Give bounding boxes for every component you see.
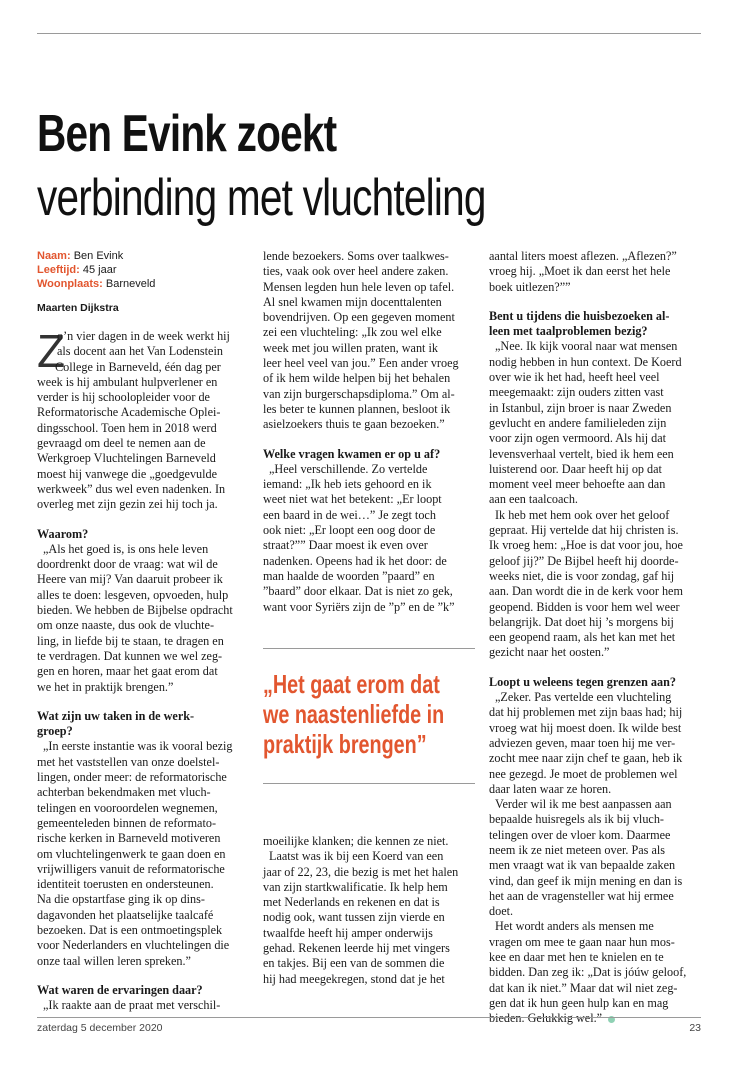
q5-lines-line: Bent u tijdens die huisbezoeken al- bbox=[489, 308, 670, 323]
intro-lines-line: gevraagd om deel te nemen aan de bbox=[37, 436, 206, 451]
a5-lines-line: in Istanbul, zijn broer is naar Zweden bbox=[489, 400, 672, 415]
a5-lines-line: voor zijn ogen vermoord. Als hij dat bbox=[489, 431, 667, 446]
intro-lines-line: Werkgroep Vluchtelingen Barneveld bbox=[37, 451, 216, 466]
a4-cont-lines-line: met Nederlands en rekenen en dat is bbox=[263, 895, 440, 910]
a2-lines-line: „In eerste instantie was ik vooral bezig bbox=[43, 739, 233, 754]
a4-cont-lines-line: moeilijke klanken; die kennen ze niet. bbox=[263, 834, 449, 848]
a6b-lines-line: het aan de vragensteller wat hij ermee bbox=[489, 888, 674, 903]
a6c-lines-line: bieden. Gelukkig wel.” bbox=[489, 1011, 603, 1026]
a4-lines-line: nadenken. Opeens had ik het door: de bbox=[263, 553, 447, 568]
a5b-lines-line: gezicht naar het oosten.” bbox=[489, 645, 610, 660]
a6b-lines-line: men vraagt wat ik van bepaalde zaken bbox=[489, 858, 676, 873]
a2-lines-line: bezoeken. Dat is een ontmoetingsplek bbox=[37, 922, 223, 937]
a4-cont-lines-line: jaar of 22, 23, die bezig is met het halen bbox=[263, 864, 459, 879]
a5-lines-line: gevlucht en andere familieleden zijn bbox=[489, 415, 667, 430]
a3-col2-lines-line: Al snel kwamen mijn docenttalenten bbox=[263, 294, 442, 309]
a2-lines-line: voor Nederlanders en vluchtelingen die bbox=[37, 938, 230, 953]
a1-lines-line: ling, in liefde bij te staan, te dragen en bbox=[37, 633, 224, 648]
a6-lines-line: nee gezegd. Je moet de problemen wel bbox=[489, 766, 678, 781]
a4-lines-line: ook niet: „Er loopt een oog door de bbox=[263, 523, 436, 538]
a4-lines-line: een baard in de wei…” Je zegt toch bbox=[263, 507, 436, 522]
a6b-lines-line: telingen over de vloer kom. Daarmee bbox=[489, 827, 671, 842]
footer-date: zaterdag 5 december 2020 bbox=[37, 1022, 163, 1034]
question-4: Welke vragen kwamen er op u af? bbox=[263, 446, 441, 461]
a2-lines-line: rische kerken in Barneveld motiveren bbox=[37, 831, 221, 846]
a6-lines-line: zocht mee naar zijn chef te gaan, heb ik bbox=[489, 751, 683, 766]
a3-col2-lines-line: week met jou willen praten, want ik bbox=[263, 340, 438, 355]
profile-age: Leeftijd: 45 jaar bbox=[37, 264, 117, 276]
a4-col3-lines-line: aantal liters moest aflezen. „Aflezen?” bbox=[489, 249, 677, 263]
intro-lines-line: verder is hij schoolopleider voor de bbox=[37, 390, 210, 405]
a2-lines-line: dagavonden het plaatselijke taalcafé bbox=[37, 907, 214, 922]
a6c-lines-line: gen dat ik hun geen hulp kan en mag bbox=[489, 995, 669, 1010]
a4-cont-lines-line: nodig ook, want tussen zijn vierde en bbox=[263, 910, 445, 925]
top-rule bbox=[37, 33, 701, 34]
a4-lines-line: ”baard” door elkaar. Dat is niet zo gek, bbox=[263, 584, 453, 599]
a1-lines-line: we het in praktijk brengen.” bbox=[37, 679, 174, 694]
a6-lines-line: vroeg wat hij moest doen. Ik wilde best bbox=[489, 720, 682, 735]
a2-lines-line: Na die opstartfase ging ik op dins- bbox=[37, 892, 205, 907]
question-6: Loopt u weleens tegen grenzen aan? bbox=[489, 674, 676, 689]
column-2-continued bbox=[263, 834, 475, 987]
a6b-lines-line: vind, dan geef ik mijn mening en dan is bbox=[489, 873, 683, 888]
a2-lines-line: achterban bekendmaken met vluch- bbox=[37, 785, 211, 800]
subheadline: verbinding met vluchteling bbox=[37, 169, 486, 227]
intro-lines-line: werkweek” dus wel even nadenken. In bbox=[37, 481, 226, 496]
q2-lines-line: Wat zijn uw taken in de werk- bbox=[37, 708, 195, 723]
a5-lines-line: nodig hebben in hun context. De Koerd bbox=[489, 354, 682, 369]
intro-lines-line: College in Barneveld, één dag per bbox=[55, 359, 221, 374]
intro-lines-line: o’n vier dagen in de week werkt hij bbox=[57, 329, 230, 343]
intro-lines-line: moest hij vanwege die „goedgevulde bbox=[37, 466, 218, 481]
bottom-rule bbox=[37, 1017, 701, 1018]
a5b-lines-line: geloof jij?” De Bijbel heeft hij doorde- bbox=[489, 553, 679, 568]
a6-lines-line: adviezen geven, maar toen hij me ver- bbox=[489, 735, 676, 750]
q2-lines-line: groep? bbox=[37, 724, 73, 739]
pull-quote bbox=[263, 648, 475, 784]
a4-lines-line: man haalde de woorden ”paard” en bbox=[263, 568, 435, 583]
a1-lines-line: om onze naaste, dus ook de vluchte- bbox=[37, 618, 215, 633]
a1-lines-line: alles te doen: lesgeven, opvoeden, hulp bbox=[37, 587, 229, 602]
intro-lines-line: als docent aan het Van Lodenstein bbox=[57, 344, 223, 359]
profile-name: Naam: Ben Evink bbox=[37, 250, 124, 262]
a5b-lines-line: aan. Dan wordt die in de kerk voor hem bbox=[489, 584, 683, 599]
a4-cont-lines-line: van zijn startkwalificatie. Ik help hem bbox=[263, 879, 448, 894]
column-2 bbox=[263, 249, 475, 615]
a1-lines-line: doordrenkt door de vraag: wat wil de bbox=[37, 557, 218, 572]
author-byline: Maarten Dijkstra bbox=[37, 302, 119, 314]
headline: Ben Evink zoekt bbox=[37, 105, 337, 163]
a6c-lines-line: Het wordt anders als mensen me bbox=[495, 919, 654, 934]
intro-lines-line: overleg met zijn gezin zei hij toch ja. bbox=[37, 497, 218, 512]
pullquote-lines-line: „Het gaat erom dat bbox=[263, 669, 440, 699]
a2-lines-line: identiteit toerusten en ondersteunen. bbox=[37, 877, 214, 892]
a4-lines-line: weet niet wat het betekent: „Er loopt bbox=[263, 492, 442, 507]
a3-col2-lines-line: of ik hem wilde helpen bij het behalen bbox=[263, 371, 451, 386]
a6c-lines-line: vragen om mee te gaan naar hun mos- bbox=[489, 934, 675, 949]
a5b-lines-line: belangrijk. Dat doet hij ’s morgens bij bbox=[489, 614, 674, 629]
a6b-lines-line: Verder wil ik me best aanpassen aan bbox=[495, 797, 672, 812]
a4-cont-lines-line: Laatst was ik bij een Koerd van een bbox=[269, 849, 444, 864]
a3-col2-lines-line: bovendrijven. Op een gegeven moment bbox=[263, 310, 455, 325]
pullquote-lines-line: praktijk brengen” bbox=[263, 729, 427, 759]
a2-lines-line: met het vaststellen van onze doelstel- bbox=[37, 754, 220, 769]
a5-lines-line: „Nee. Ik kijk vooral naar wat mensen bbox=[495, 339, 678, 354]
a2-lines-line: om vluchtelingenwerk te gaan doen en bbox=[37, 846, 226, 861]
a6-lines-line: dat hij problemen met zijn baas had; hij bbox=[489, 705, 683, 720]
a6c-lines-line: bidden. Dan zeg ik: „Dat is jóúw geloof, bbox=[489, 965, 687, 980]
a4-cont-lines-line: gehad. Rekenen leerde hij met vingers bbox=[263, 941, 450, 956]
a3-col2-lines-line: Mensen legden hun hele leven op tafel. bbox=[263, 279, 455, 294]
pullquote-lines-line: we naastenliefde in bbox=[263, 699, 445, 729]
a5-lines-line: aan een taalcoach. bbox=[489, 492, 578, 507]
a5b-lines-line: Ik vroeg hem: „Hoe is dat voor jou, hoe bbox=[489, 538, 683, 553]
a2-lines-line: gemeenteleden binnen de reformato- bbox=[37, 815, 217, 830]
drop-cap: Z bbox=[37, 325, 66, 377]
a4-lines-line: straat?”” Daar moest ik even over bbox=[263, 538, 428, 553]
a6-lines-line: daar laten waar ze horen. bbox=[489, 781, 612, 796]
a4-lines-line: want voor Syriërs zijn de ”p” en de ”k” bbox=[263, 599, 455, 614]
a5-lines-line: levensverhaal vertelt, bied ik hem een bbox=[489, 446, 674, 461]
a5b-lines-line: een geopend raam, als het kan met het bbox=[489, 630, 676, 645]
q5-lines-line: leen met taalproblemen bezig? bbox=[489, 324, 648, 339]
a2-lines-line: telingen en vooroordelen wegnemen, bbox=[37, 800, 218, 815]
intro-lines-line: dingsschool. Toen hem in 2018 werd bbox=[37, 420, 217, 435]
question-1: Waarom? bbox=[37, 526, 89, 541]
a6c-lines-line: kee en daar met hen te knielen en te bbox=[489, 950, 664, 965]
a6b-lines-line: neem ik ze niet meteen over. Pas als bbox=[489, 842, 665, 857]
intro-lines-line: week is hij ambulant hulpverlener en bbox=[37, 374, 218, 389]
page-number: 23 bbox=[689, 1022, 701, 1034]
profile-residence: Woonplaats: Barneveld bbox=[37, 278, 156, 290]
intro-lines-line: Reformatorische Academische Oplei- bbox=[37, 405, 221, 420]
answer-3-start: „Ik raakte aan de praat met verschil- bbox=[43, 998, 221, 1013]
intro-paragraph bbox=[37, 325, 245, 513]
a1-lines-line: Heere van mij? Van daaruit probeer ik bbox=[37, 572, 223, 587]
a5b-lines-line: weeks niet, die is voor zondag, gaf hij bbox=[489, 568, 675, 583]
a4-cont-lines-line: twaalfde heeft hij amper onderwijs bbox=[263, 925, 433, 940]
a4-lines-line: „Heel verschillende. Zo vertelde bbox=[269, 461, 428, 476]
a3-col2-lines-line: leer heel veel van jou.” Een ander vroeg bbox=[263, 356, 459, 371]
a5b-lines-line: Ik heb met hem ook over het geloof bbox=[495, 507, 670, 522]
a1-lines-line: „Als het goed is, is ons hele leven bbox=[43, 541, 209, 556]
a3-col2-lines-line: les beter te kunnen plannen, besloot ik bbox=[263, 401, 451, 416]
question-3: Wat waren de ervaringen daar? bbox=[37, 982, 203, 997]
a2-lines-line: lingen, onder meer: de reformatorische bbox=[37, 770, 227, 785]
a4-col3-lines-line: boek uitlezen?”” bbox=[489, 279, 571, 294]
a6-lines-line: „Zeker. Pas vertelde een vluchteling bbox=[495, 690, 672, 705]
a4-col3-lines-line: vroeg hij. „Moet ik dan eerst het hele bbox=[489, 264, 671, 279]
a2-lines-line: vrijwilligers vanuit de reformatorische bbox=[37, 861, 225, 876]
a4-cont-lines-line: en takjes. Bij een van de sommen die bbox=[263, 956, 445, 971]
a3-col2-lines-line: asielzoekers thuis te gaan bezoeken.” bbox=[263, 417, 445, 432]
a3-col2-lines-line: zei een vluchteling: „Ik zou wel elke bbox=[263, 325, 442, 340]
a3-col2-lines-line: van zijn burgerschapsdiploma.” Om al- bbox=[263, 386, 455, 401]
a5-lines-line: moment veel meer behoefte aan dan bbox=[489, 477, 666, 492]
a1-lines-line: te verdragen. Dat kunnen we wel zeg- bbox=[37, 648, 223, 663]
a1-lines-line: bieden. We hebben de Bijbelse opdracht bbox=[37, 603, 233, 618]
a6b-lines-line: bepaalde huisregels als ik bij vluch- bbox=[489, 812, 664, 827]
a3-col2-lines-line: ties, vaak ook over heel andere zaken. bbox=[263, 264, 449, 279]
a5b-lines-line: geopend. Bidden is voor hem wel weer bbox=[489, 599, 680, 614]
a2-lines-line: onze taal willen leren spreken.” bbox=[37, 953, 191, 968]
a6b-lines-line: doet. bbox=[489, 904, 514, 919]
a1-lines-line: gen en horen, maar het gaat erom dat bbox=[37, 664, 218, 679]
a3-col2-lines-line: lende bezoekers. Soms over taalkwes- bbox=[263, 249, 449, 263]
a5-lines-line: meegemaakt: zijn ouders zitten vast bbox=[489, 385, 664, 400]
a5-lines-line: luisterend oor. Daar heeft hij op dat bbox=[489, 461, 662, 476]
a5-lines-line: over wie ik het had, heeft heel veel bbox=[489, 370, 660, 385]
column-3 bbox=[489, 249, 701, 1027]
column-1 bbox=[37, 249, 245, 1013]
a4-cont-lines-line: hij had meegekregen, stond dat je het bbox=[263, 971, 445, 986]
a4-lines-line: iemand: „Ik heb iets gehoord en ik bbox=[263, 477, 432, 492]
a6c-lines-line: dat kan ik niet.” Maar dat wil niet zeg- bbox=[489, 980, 678, 995]
a5b-lines-line: gepraat. Hij vertelde dat hij christen is. bbox=[489, 523, 679, 538]
